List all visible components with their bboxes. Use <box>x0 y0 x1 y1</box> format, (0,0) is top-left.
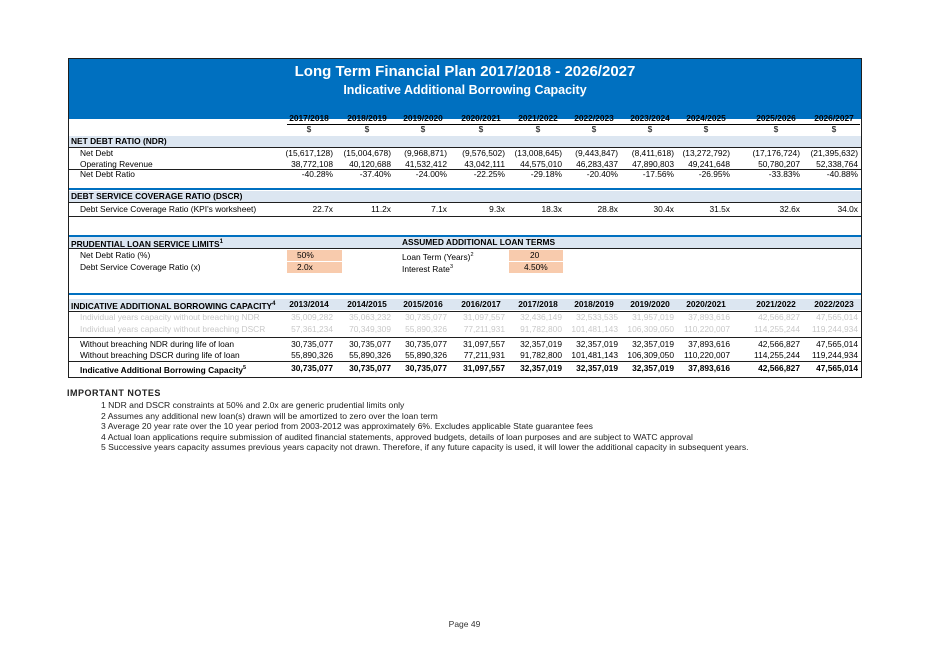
year-header: 2020/2021 <box>461 113 501 123</box>
capacity-total-value-cell: 30,735,077 <box>291 363 333 373</box>
capacity-value-cell: 55,890,326 <box>291 350 333 360</box>
year-header: 2024/2025 <box>686 113 726 123</box>
capacity-faint-value-cell: 55,890,326 <box>405 323 447 334</box>
dscr-value-cell: 22.7x <box>312 204 333 214</box>
capacity-value-cell: 47,565,014 <box>816 338 858 349</box>
capacity-total-row <box>69 363 861 374</box>
dscr-row <box>69 204 861 215</box>
year-header-row <box>69 113 861 124</box>
capacity-value-cell: 101,481,143 <box>571 350 618 360</box>
dscr-value-cell: 31.5x <box>709 204 730 214</box>
ndr-value-cell: -33.83% <box>768 169 800 179</box>
ndr-value-cell: (9,968,871) <box>404 148 447 158</box>
unit-label: $ <box>535 124 541 134</box>
dscr-value-cell: 18.3x <box>541 204 562 214</box>
capacity-value-cell: 42,566,827 <box>758 338 800 349</box>
capacity-total-label-wrap <box>80 363 246 376</box>
capacity-total-value-cell: 32,357,019 <box>576 363 618 373</box>
title-band <box>69 59 861 119</box>
capacity-faint-value-cell: 110,220,007 <box>684 323 730 334</box>
capacity-value-cell: 32,357,019 <box>576 338 618 349</box>
dscr-heading: DEBT SERVICE COVERAGE RATIO (DSCR) <box>69 191 861 202</box>
dscr-value-cell: 9.3x <box>489 204 505 214</box>
unit-label: $ <box>591 124 597 134</box>
capacity-total-label: Indicative Additional Borrowing Capacity <box>80 364 244 375</box>
loan-term-value: 20 <box>530 250 540 260</box>
unit-row <box>69 124 861 135</box>
prudential-ndr-row <box>69 250 861 261</box>
ndr-value-cell: (15,004,678) <box>343 148 391 158</box>
capacity-value-cell: 30,735,077 <box>291 338 333 349</box>
ndr-row-label: Net Debt <box>80 148 114 158</box>
capacity-total-value-cell: 42,566,827 <box>758 363 800 373</box>
prudential-dscr-value-bg <box>287 262 342 273</box>
ndr-value-cell: 40,120,688 <box>349 158 391 169</box>
capacity-total-value-cell: 30,735,077 <box>349 363 391 373</box>
capacity-faint-value-cell: 42,566,827 <box>758 312 800 322</box>
ndr-value-cell: -17.56% <box>642 169 674 179</box>
divider <box>69 188 861 190</box>
capacity-year-header: 2020/2021 <box>686 299 726 309</box>
capacity-row <box>69 339 861 350</box>
ndr-value-cell: -24.00% <box>415 169 447 179</box>
capacity-faint-value-cell: 32,436,149 <box>520 312 562 322</box>
capacity-faint-value-cell: 101,481,143 <box>571 323 618 334</box>
ndr-value-cell: -37.40% <box>359 169 391 179</box>
capacity-heading: INDICATIVE ADDITIONAL BORROWING CAPACITY <box>71 300 273 311</box>
capacity-year-header: 2015/2016 <box>403 299 443 309</box>
capacity-faint-value-cell: 70,349,309 <box>349 323 391 334</box>
capacity-year-row <box>69 299 861 310</box>
capacity-year-header: 2019/2020 <box>630 299 670 309</box>
interest-label: Interest Rate <box>402 263 450 274</box>
prudential-dscr-value: 2.0x <box>297 262 313 272</box>
ndr-value-cell: (17,176,724) <box>752 148 800 158</box>
plan-title: Long Term Financial Plan 2017/2018 - 2026/2027 <box>294 63 636 80</box>
capacity-faint-label: Individual years capacity without breaching NDR <box>80 312 260 322</box>
ndr-row-label: Operating Revenue <box>80 158 153 169</box>
divider <box>69 202 861 203</box>
capacity-year-header: 2016/2017 <box>461 299 501 309</box>
unit-label: $ <box>306 124 312 134</box>
unit-label: $ <box>478 124 484 134</box>
capacity-value-cell: 114,255,244 <box>754 350 800 360</box>
year-header: 2026/2027 <box>814 113 854 123</box>
loan-term-label-wrap <box>402 250 474 263</box>
loan-term-sup: 2 <box>470 252 474 258</box>
capacity-year-header: 2017/2018 <box>518 299 558 309</box>
ndr-row-label: Net Debt Ratio <box>80 169 135 179</box>
ndr-value-cell: 41,532,412 <box>405 158 447 169</box>
ndr-value-cell: (8,411,618) <box>631 148 674 158</box>
capacity-faint-value-cell: 77,211,931 <box>463 323 505 334</box>
loan-term-label: Loan Term (Years) <box>402 251 471 262</box>
ndr-value-cell: (9,576,502) <box>462 148 505 158</box>
capacity-value-cell: 32,357,019 <box>632 338 674 349</box>
dscr-value-cell: 7.1x <box>431 204 447 214</box>
ndr-value-cell: 52,338,764 <box>816 158 858 169</box>
capacity-total-sup: 5 <box>243 365 247 371</box>
ndr-value-cell: (13,272,792) <box>682 148 730 158</box>
capacity-faint-row <box>69 324 861 335</box>
capacity-row <box>69 350 861 361</box>
capacity-faint-value-cell: 32,533,535 <box>576 312 618 322</box>
year-header: 2018/2019 <box>347 113 387 123</box>
capacity-value-cell: 31,097,557 <box>463 338 505 349</box>
unit-label: $ <box>773 124 779 134</box>
prudential-ndr-label: Net Debt Ratio (%) <box>80 250 151 260</box>
dscr-label: Debt Service Coverage Ratio (KPI's worksheet) <box>80 204 257 214</box>
capacity-faint-value-cell: 37,893,616 <box>688 312 730 322</box>
ndr-heading: NET DEBT RATIO (NDR) <box>69 136 861 147</box>
ndr-value-cell: -26.95% <box>698 169 730 179</box>
capacity-value-cell: 91,782,800 <box>520 350 562 360</box>
prudential-ndr-value-bg <box>287 250 342 261</box>
prudential-dscr-row <box>69 262 861 273</box>
capacity-value-cell: 30,735,077 <box>349 338 391 349</box>
capacity-faint-value-cell: 91,782,800 <box>520 323 562 334</box>
capacity-total-value-cell: 30,735,077 <box>405 363 447 373</box>
ndr-value-cell: 43,042,111 <box>464 158 505 169</box>
note-item: 1 NDR and DSCR constraints at 50% and 2.0x are generic prudential limits only <box>101 400 405 410</box>
note-item: 5 Successive years capacity assumes previous years capacity not drawn. Therefore, if any future capacity is used, it will lower the additional capacity in subsequent years. <box>101 442 749 452</box>
capacity-value-cell: 106,309,050 <box>627 350 674 360</box>
capacity-faint-value-cell: 35,063,232 <box>349 312 391 322</box>
capacity-year-header: 2014/2015 <box>347 299 387 309</box>
capacity-faint-value-cell: 57,361,234 <box>291 323 333 334</box>
capacity-value-cell: 119,244,934 <box>812 350 858 360</box>
divider <box>69 361 861 362</box>
capacity-value-cell: 77,211,931 <box>463 350 505 360</box>
prudential-heading: PRUDENTIAL LOAN SERVICE LIMITS <box>71 238 220 249</box>
page-number: Page 49 <box>448 619 481 629</box>
ndr-value-cell: 50,780,207 <box>758 158 800 169</box>
ndr-value-cell: (21,395,632) <box>810 148 858 158</box>
capacity-value-cell: 110,220,007 <box>684 350 730 360</box>
note-item: 2 Assumes any additional new loan(s) drawn will be amortized to zero over the loan term <box>101 410 438 421</box>
capacity-faint-value-cell: 47,565,014 <box>816 312 858 322</box>
capacity-total-value-cell: 37,893,616 <box>688 363 730 373</box>
note-item: 4 Actual loan applications require submission of audited financial statements, approved budgets, details of loan purposes and are subject to WATC approval <box>101 431 693 442</box>
dscr-value-cell: 34.0x <box>837 204 858 214</box>
ndr-value-cell: 38,772,108 <box>291 158 333 169</box>
capacity-row-label: Without breaching NDR during life of loan <box>80 338 235 349</box>
capacity-total-value-cell: 31,097,557 <box>463 363 505 373</box>
capacity-faint-value-cell: 114,255,244 <box>754 323 800 334</box>
capacity-value-cell: 55,890,326 <box>405 350 447 360</box>
dscr-value-cell: 28.8x <box>597 204 618 214</box>
capacity-value-cell: 32,357,019 <box>520 338 562 349</box>
ndr-row <box>69 159 861 170</box>
capacity-faint-value-cell: 119,244,934 <box>812 323 858 334</box>
capacity-faint-row <box>69 312 861 323</box>
prudential-dscr-label: Debt Service Coverage Ratio (x) <box>80 262 201 272</box>
notes-heading: IMPORTANT NOTES <box>67 388 161 398</box>
ndr-value-cell: -29.18% <box>530 169 562 179</box>
capacity-heading-sup: 4 <box>272 301 276 307</box>
prudential-ndr-value: 50% <box>297 250 314 260</box>
capacity-total-value-cell: 32,357,019 <box>520 363 562 373</box>
financial-plan-sheet <box>68 58 862 378</box>
ndr-value-cell: 44,575,010 <box>520 158 562 169</box>
capacity-year-header: 2021/2022 <box>756 299 796 309</box>
ndr-value-cell: -22.25% <box>473 169 505 179</box>
dscr-value-cell: 32.6x <box>779 204 800 214</box>
year-header: 2023/2024 <box>630 113 670 123</box>
divider <box>69 216 861 217</box>
capacity-faint-value-cell: 31,957,019 <box>632 312 674 322</box>
ndr-value-cell: -20.40% <box>586 169 618 179</box>
assumed-terms-heading: ASSUMED ADDITIONAL LOAN TERMS <box>402 237 556 247</box>
capacity-value-cell: 37,893,616 <box>688 338 730 349</box>
capacity-value-cell: 30,735,077 <box>405 338 447 349</box>
capacity-year-header: 2013/2014 <box>289 299 329 309</box>
ndr-value-cell: (15,617,128) <box>285 148 333 158</box>
unit-label: $ <box>703 124 709 134</box>
unit-label: $ <box>831 124 837 134</box>
year-header: 2022/2023 <box>574 113 614 123</box>
year-header: 2021/2022 <box>518 113 558 123</box>
ndr-value-cell: 46,283,437 <box>576 158 618 169</box>
dscr-value-cell: 30.4x <box>653 204 674 214</box>
ndr-value-cell: (13,008,645) <box>514 148 562 158</box>
unit-label: $ <box>420 124 426 134</box>
dscr-value-cell: 11.2x <box>371 204 391 214</box>
prudential-heading-sup: 1 <box>219 239 223 245</box>
divider <box>69 293 861 295</box>
interest-label-wrap <box>402 262 453 275</box>
ndr-row <box>69 169 861 180</box>
ndr-value-cell: 49,241,648 <box>688 158 730 169</box>
capacity-faint-value-cell: 106,309,050 <box>627 323 674 334</box>
prudential-section <box>69 237 861 248</box>
ndr-row <box>69 148 861 159</box>
year-header: 2025/2026 <box>756 113 796 123</box>
unit-label: $ <box>364 124 370 134</box>
plan-subtitle: Indicative Additional Borrowing Capacity <box>343 83 587 97</box>
interest-value: 4.50% <box>524 262 548 272</box>
capacity-year-header: 2022/2023 <box>814 299 854 309</box>
ndr-value-cell: 47,890,803 <box>632 158 674 169</box>
capacity-total-value-cell: 47,565,014 <box>816 363 858 373</box>
capacity-faint-value-cell: 35,009,282 <box>291 312 333 322</box>
capacity-row-label: Without breaching DSCR during life of loan <box>80 350 240 360</box>
ndr-value-cell: (9,443,847) <box>575 148 618 158</box>
notes-list <box>67 400 887 453</box>
unit-label: $ <box>647 124 653 134</box>
capacity-total-value-cell: 32,357,019 <box>632 363 674 373</box>
divider <box>69 248 861 249</box>
important-notes <box>67 388 887 453</box>
ndr-value-cell: -40.28% <box>301 169 333 179</box>
year-header: 2017/2018 <box>289 113 329 123</box>
capacity-faint-label: Individual years capacity without breaching DSCR <box>80 323 266 334</box>
capacity-value-cell: 55,890,326 <box>349 350 391 360</box>
capacity-year-header: 2018/2019 <box>574 299 614 309</box>
interest-sup: 3 <box>449 264 454 270</box>
capacity-faint-value-cell: 30,735,077 <box>405 312 447 322</box>
note-item: 3 Average 20 year rate over the 10 year period from 2003-2012 was approximately 6%. Excludes applicable State guarantee fees <box>101 421 593 431</box>
capacity-faint-value-cell: 31,097,557 <box>463 312 505 322</box>
ndr-value-cell: -40.88% <box>826 169 858 179</box>
year-header: 2019/2020 <box>403 113 443 123</box>
